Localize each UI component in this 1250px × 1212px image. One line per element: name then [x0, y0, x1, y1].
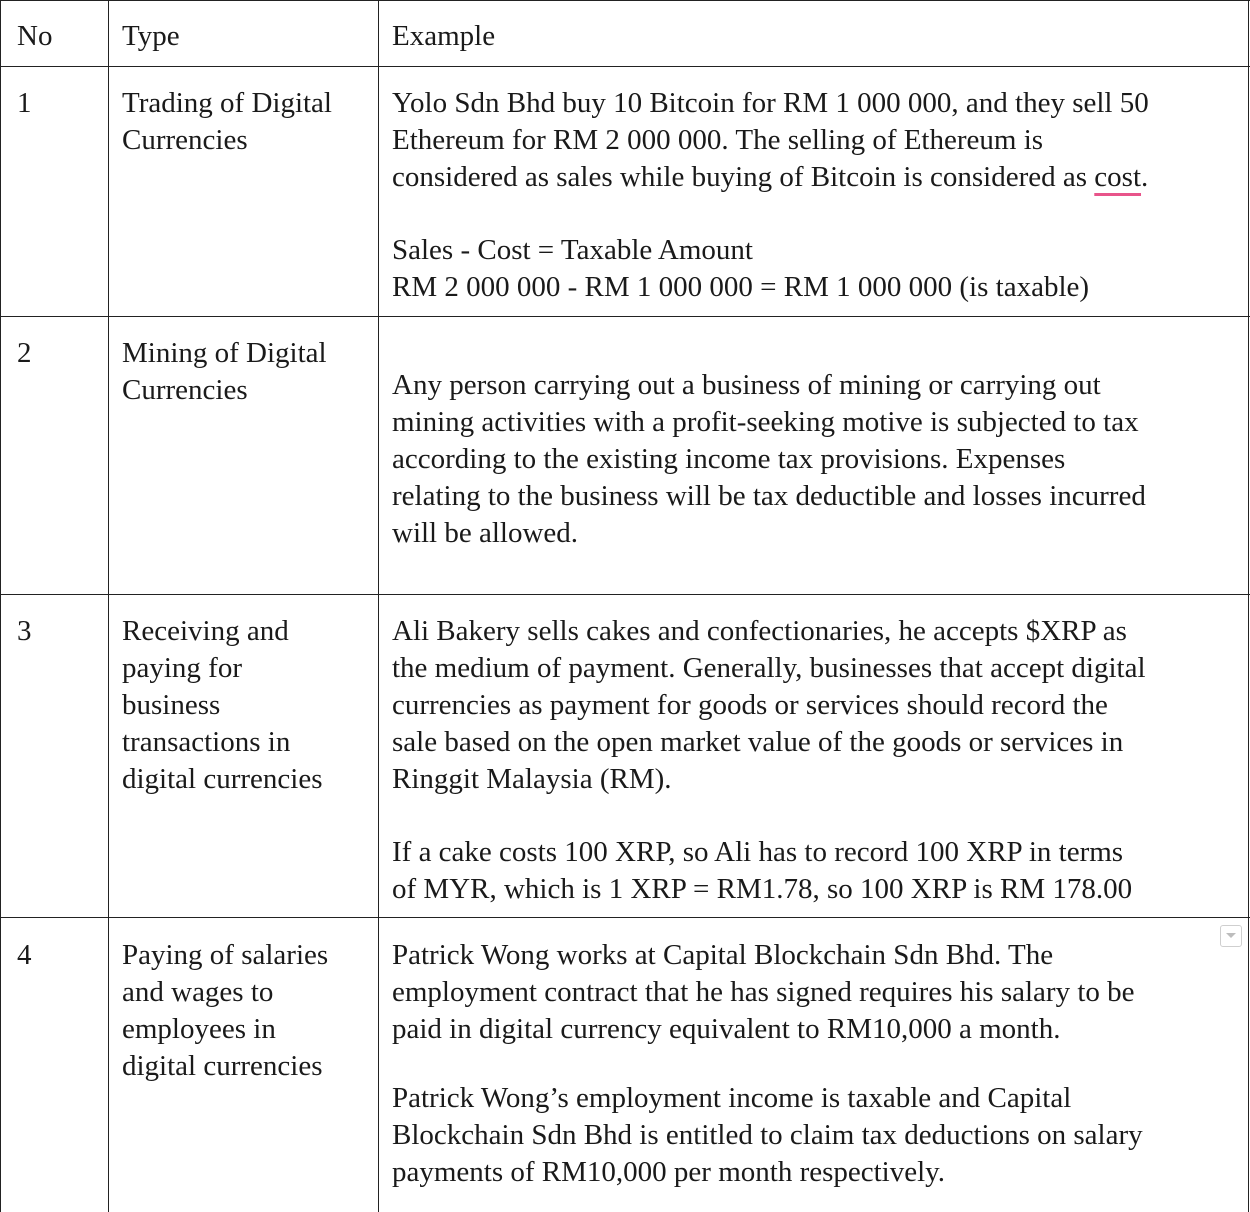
row-4-example: [392, 937, 1143, 1191]
example-line: RM 2 000 000 - RM 1 000 000 = RM 1 000 000 (is taxable): [392, 271, 1090, 303]
type-line: business: [122, 689, 221, 721]
example-paragraph: [392, 85, 1149, 196]
example-paragraph: [392, 937, 1143, 1048]
type-line: digital currencies: [122, 1050, 323, 1082]
example-paragraph: [392, 232, 1149, 306]
example-paragraph: [392, 1080, 1143, 1191]
example-line: of MYR, which is 1 XRP = RM1.78, so 100 XRP is RM 178.00: [392, 873, 1133, 905]
type-line: Mining of Digital: [122, 337, 327, 369]
example-line: Ringgit Malaysia (RM).: [392, 763, 672, 795]
example-line: Blockchain Sdn Bhd is entitled to claim tax deductions on salary: [392, 1119, 1143, 1151]
table-border-left: [0, 0, 1, 1212]
example-line: If a cake costs 100 XRP, so Ali has to record 100 XRP in terms: [392, 836, 1124, 868]
row-2-example: [392, 367, 1146, 552]
example-line: currencies as payment for goods or services should record the: [392, 689, 1108, 721]
row-1-example: [392, 85, 1149, 306]
row-3-border: [0, 917, 1250, 918]
example-line: mining activities with a profit-seeking motive is subjected to tax: [392, 406, 1139, 438]
example-line: Ethereum for RM 2 000 000. The selling of Ethereum is: [392, 124, 1044, 156]
row-1-no: 1: [17, 87, 32, 119]
example-line: Any person carrying out a business of mining or carrying out: [392, 369, 1101, 401]
example-line: [392, 159, 1149, 196]
example-paragraph: [392, 613, 1146, 798]
example-line: relating to the business will be tax deductible and losses incurred: [392, 480, 1146, 512]
row-2-border: [0, 594, 1250, 595]
example-paragraph: [392, 834, 1146, 908]
example-line: Patrick Wong works at Capital Blockchain Sdn Bhd. The: [392, 939, 1054, 971]
type-line: paying for: [122, 652, 242, 684]
type-line: employees in: [122, 1013, 276, 1045]
table-border-top: [0, 0, 1250, 1]
type-line: Currencies: [122, 124, 248, 156]
type-line: Paying of salaries: [122, 939, 329, 971]
example-line: according to the existing income tax provisions. Expenses: [392, 443, 1066, 475]
column-divider-type-example: [378, 0, 379, 1212]
example-line: payments of RM10,000 per month respectively.: [392, 1156, 946, 1188]
header-example: Example: [392, 20, 496, 52]
row-1-type: [122, 85, 332, 159]
type-line: Trading of Digital: [122, 87, 332, 119]
type-line: digital currencies: [122, 763, 323, 795]
row-3-type: [122, 613, 323, 798]
row-4-type: [122, 937, 328, 1085]
row-4-no: 4: [17, 939, 32, 971]
type-line: transactions in: [122, 726, 291, 758]
example-line: Ali Bakery sells cakes and confectionaries, he accepts $XRP as: [392, 615, 1127, 647]
row-1-border: [0, 316, 1250, 317]
example-line-text: considered as sales while buying of Bitcoin is considered as: [392, 161, 1095, 193]
example-line: Yolo Sdn Bhd buy 10 Bitcoin for RM 1 000 000, and they sell 50: [392, 87, 1149, 119]
example-line: will be allowed.: [392, 517, 579, 549]
example-line: the medium of payment. Generally, businesses that accept digital: [392, 652, 1146, 684]
example-line: Patrick Wong’s employment income is taxable and Capital: [392, 1082, 1072, 1114]
example-line: sale based on the open market value of the goods or services in: [392, 726, 1124, 758]
example-line: Sales - Cost = Taxable Amount: [392, 234, 753, 266]
example-line: employment contract that he has signed requires his salary to be: [392, 976, 1135, 1008]
example-line: paid in digital currency equivalent to RM10,000 a month.: [392, 1013, 1061, 1045]
row-3-example: [392, 613, 1146, 908]
row-2-no: 2: [17, 337, 32, 369]
type-line: Receiving and: [122, 615, 289, 647]
sentence-period: .: [1141, 161, 1149, 193]
type-line: Currencies: [122, 374, 248, 406]
spellcheck-flagged-word[interactable]: cost: [1094, 161, 1142, 193]
comment-dropdown-button[interactable]: [1220, 925, 1242, 947]
chevron-down-icon: [1225, 932, 1237, 940]
type-line: and wages to: [122, 976, 274, 1008]
header-row-border: [0, 66, 1250, 67]
column-divider-no-type: [108, 0, 109, 1212]
header-type: Type: [122, 20, 180, 52]
table-border-right: [1248, 0, 1249, 1212]
row-2-type: [122, 335, 327, 409]
header-no: No: [17, 20, 53, 52]
example-paragraph: [392, 367, 1146, 552]
row-3-no: 3: [17, 615, 32, 647]
